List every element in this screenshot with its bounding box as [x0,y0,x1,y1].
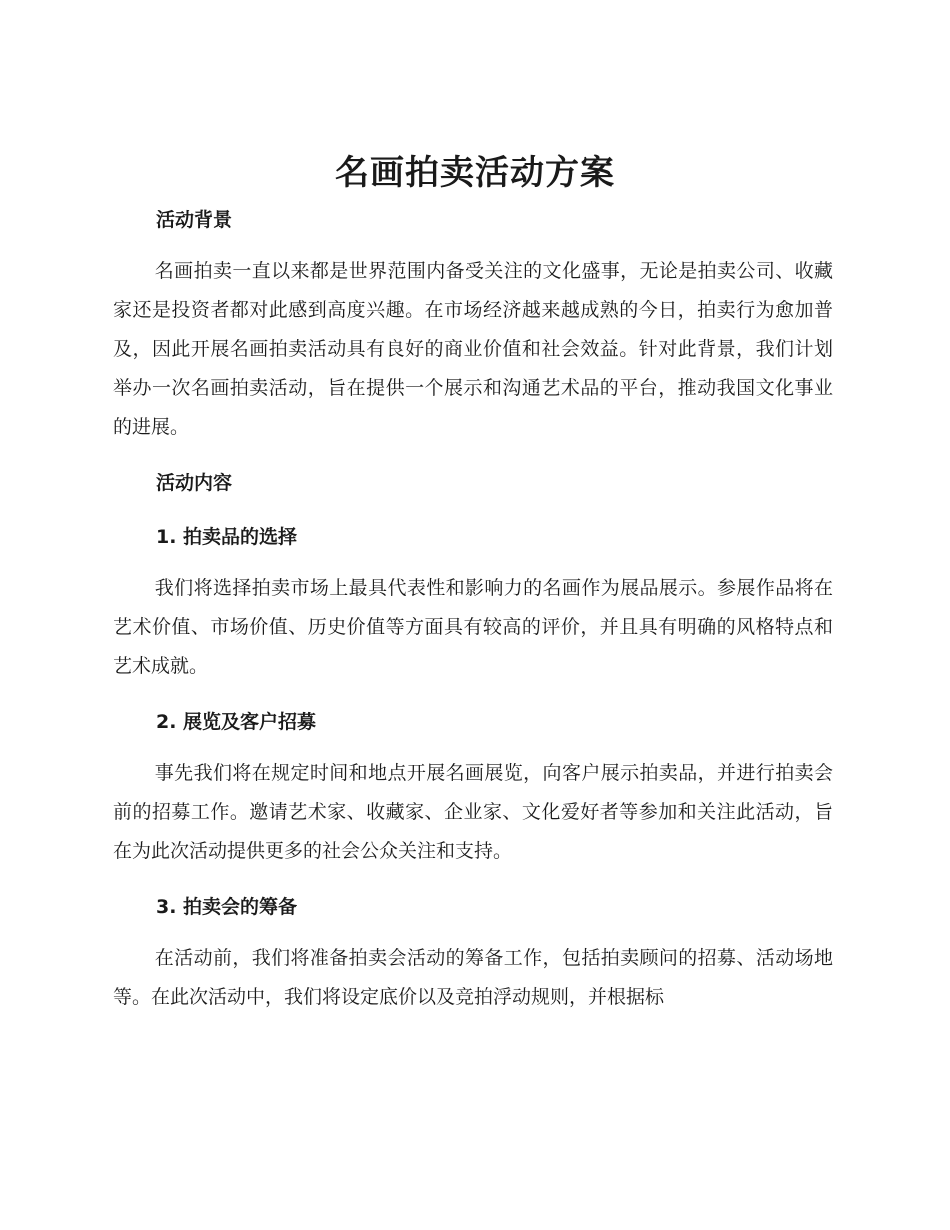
paragraph-item-2: 事先我们将在规定时间和地点开展名画展览，向客户展示拍卖品，并进行拍卖会前的招募工作。邀请艺术家、收藏家、企业家、文化爱好者等参加和关注此活动，旨在为此次活动提供更多的社会公众关注和支持。 [113,762,833,862]
paragraph-item-3: 在活动前，我们将准备拍卖会活动的筹备工作，包括拍卖顾问的招募、活动场地等。在此次活动中，我们将设定底价以及竞拍浮动规则，并根据标 [113,947,833,1008]
document-body [113,198,833,1017]
section-heading-background: 活动背景 [156,209,233,231]
section-heading-content: 活动内容 [156,472,233,494]
paragraph-background: 名画拍卖一直以来都是世界范围内备受关注的文化盛事，无论是拍卖公司、收藏家还是投资者都对此感到高度兴趣。在市场经济越来越成熟的今日，拍卖行为愈加普及，因此开展名画拍卖活动具有良好的商业价值和社会效益。针对此背景，我们计划举办一次名画拍卖活动，旨在提供一个展示和沟通艺术品的平台，推动我国文化事业的进展。 [113,260,833,438]
document-title: 名画拍卖活动方案 [335,153,615,193]
subheading-item-3: 3. 拍卖会的筹备 [156,896,298,918]
subheading-item-2: 2. 展览及客户招募 [156,711,317,733]
paragraph-item-1: 我们将选择拍卖市场上最具代表性和影响力的名画作为展品展示。参展作品将在艺术价值、市场价值、历史价值等方面具有较高的评价，并且具有明确的风格特点和艺术成就。 [113,577,833,677]
subheading-item-1: 1. 拍卖品的选择 [156,526,298,548]
